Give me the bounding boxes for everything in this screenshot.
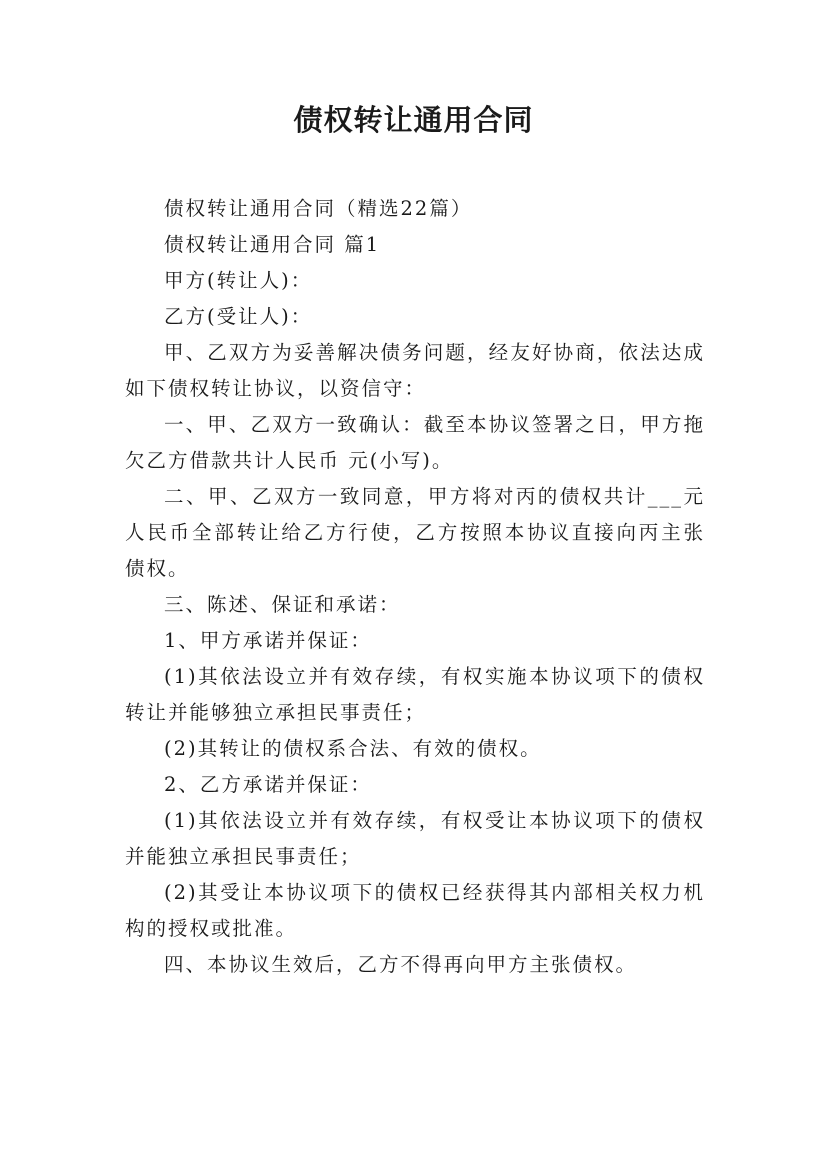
paragraph-preamble: 甲、乙双方为妥善解决债务问题，经友好协商，依法达成如下债权转让协议，以资信守： bbox=[125, 341, 705, 400]
document-body bbox=[125, 191, 705, 983]
paragraph-party-b-promise-1: (1)其依法设立并有效存续，有权受让本协议项下的债权并能独立承担民事责任； bbox=[125, 809, 705, 868]
paragraph-clause-1: 一、甲、乙双方一致确认：截至本协议签署之日，甲方拖欠乙方借款共计人民币 元(小写)。 bbox=[125, 413, 705, 472]
paragraph-party-a-promise-heading: 1、甲方承诺并保证： bbox=[164, 629, 372, 652]
paragraph-clause-3-heading: 三、陈述、保证和承诺： bbox=[164, 593, 401, 616]
paragraph-section-heading: 债权转让通用合同 篇1 bbox=[164, 233, 381, 256]
paragraph-subtitle: 债权转让通用合同（精选22篇） bbox=[164, 197, 473, 220]
paragraph-clause-2: 二、甲、乙双方一致同意，甲方将对丙的债权共计___元人民币全部转让给乙方行使，乙方按照本协议直接向丙主张债权。 bbox=[125, 485, 705, 580]
paragraph-party-a-promise-1: (1)其依法设立并有效存续，有权实施本协议项下的债权转让并能够独立承担民事责任； bbox=[125, 665, 705, 724]
document-title: 债权转让通用合同 bbox=[293, 103, 534, 137]
paragraph-party-b-promise-2: (2)其受让本协议项下的债权已经获得其内部相关权力机构的授权或批准。 bbox=[125, 881, 705, 940]
paragraph-clause-4: 四、本协议生效后，乙方不得再向甲方主张债权。 bbox=[164, 953, 638, 976]
paragraph-party-a: 甲方(转让人)： bbox=[164, 269, 313, 292]
paragraph-party-b-promise-heading: 2、乙方承诺并保证： bbox=[164, 773, 372, 796]
paragraph-party-b: 乙方(受让人)： bbox=[164, 305, 313, 328]
paragraph-party-a-promise-2: (2)其转让的债权系合法、有效的债权。 bbox=[164, 737, 542, 760]
